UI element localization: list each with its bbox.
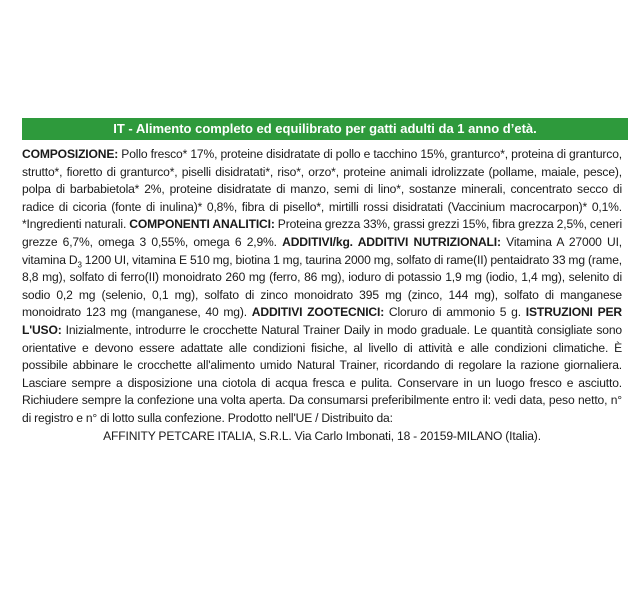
label-text-block <box>22 146 622 445</box>
analytical-text: Proteina grezza 33%, grassi grezzi 15%, fibra grezza 2,5%, ceneri grezze 6,7%, omega 3 0,55%, omega 6 2,9%. <box>22 217 622 249</box>
instructions-text: Inizialmente, introdurre le crocchette Natural Trainer Daily in modo graduale. Le quantità consigliate sono orientative e devono essere adattate alle condizioni fisiche, al livello di attività e alle condizioni climatiche. È possibile abbinare le crocchette all'alimento umido Natural Trainer, ricordando di regolare la razione giornaliera. Lasciare sempre a disposizione una ciotola di acqua fresca e pulita. Conservare in un luogo fresco e asciutto. Richiudere sempre la confezione una volta aperta. Da consumarsi preferibilmente entro il: vedi data, peso netto, n° di registro e n° di lotto sulla confezione. Prodotto nell'UE / Distribuito da: <box>22 322 622 425</box>
composition-text: Pollo fresco* 17%, proteine disidratate di pollo e tacchino 15%, granturco*, proteina di granturco, strutto*, fioretto di granturco*, piselli disidratati*, riso*, orzo*, proteine animali idrolizzate (pollame, maiale, pesce), polpa di barbabietola* 2%, proteine disidratate di manzo, semi di lino*, sostanze minerali, concentrato secco di radice di cicoria (fonte di inulina)* 0,8%, fibra di pisello*, mirtilli rossi disidratati (Vaccinium macrocarpon)* 0,1%. *Ingredienti naturali. <box>22 147 622 232</box>
composition-heading: COMPOSIZIONE: <box>22 147 119 161</box>
instructions-heading: ISTRUZIONI PER L'USO: <box>22 305 622 337</box>
additives-heading: ADDITIVI/kg. ADDITIVI NUTRIZIONALI: <box>282 234 501 249</box>
vitamin-d-subscript: 3 <box>77 259 82 269</box>
language-banner: IT - Alimento completo ed equilibrato per gatti adulti da 1 anno d’età. <box>22 118 628 140</box>
zootechnical-text: Cloruro di ammonio 5 g. <box>384 305 526 320</box>
distributor-address: AFFINITY PETCARE ITALIA, S.R.L. Via Carlo Imbonati, 18 - 20159-MILANO (Italia). <box>103 428 541 443</box>
additives-text-a: Vitamina A 27000 UI, vitamina D <box>22 234 622 267</box>
additives-text-b: 1200 UI, vitamina E 510 mg, biotina 1 mg, taurina 2000 mg, solfato di rame(II) pentaidrato 33 mg (rame, 8,8 mg), solfato di ferro(II) monoidrato 260 mg (ferro, 86 mg), ioduro di potassio 1,9 mg (iodio, 1,4 mg), selenito di sodio 0,2 mg (selenio, 0,1 mg), solfato di zinco monoidrato 395 mg (zinco, 144 mg), solfato di manganese monoidrato 123 mg (manganese, 40 mg). <box>22 252 622 320</box>
analytical-heading: COMPONENTI ANALITICI: <box>129 217 275 232</box>
zootechnical-heading: ADDITIVI ZOOTECNICI: <box>251 305 385 320</box>
